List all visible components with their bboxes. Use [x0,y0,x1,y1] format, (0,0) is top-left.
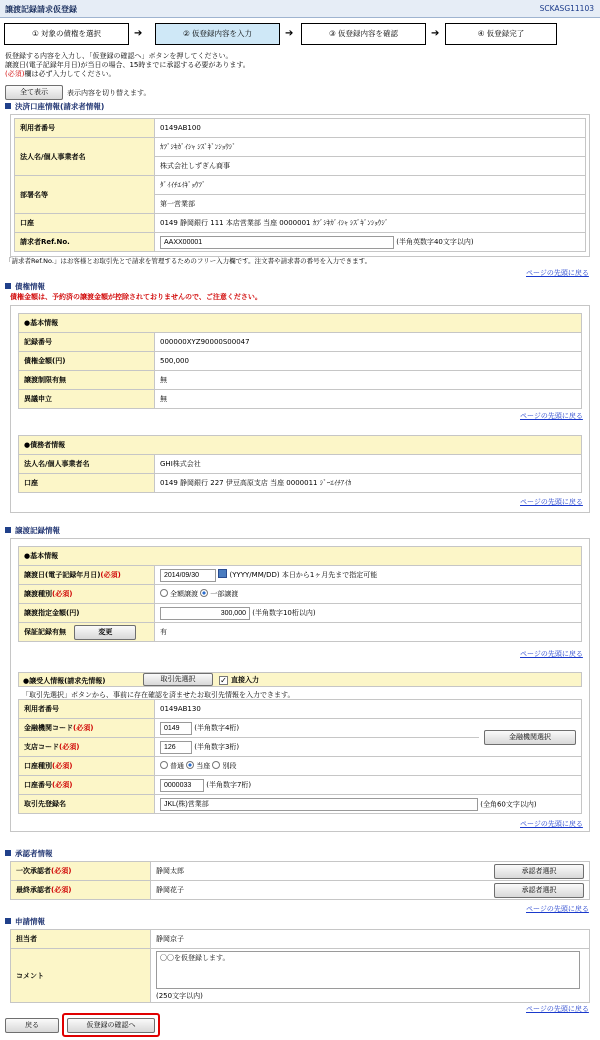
debtor-account-value: 0149 静岡銀行 227 伊豆高原支店 当座 0000011 ｼﾞｰｴｲﾁｱｲｶ [155,474,582,493]
acct-special-label: 別段 [222,762,237,770]
objection-value: 無 [155,390,582,409]
dept-label: 部署名等 [15,176,155,214]
final-approver-label-text: 最終承認者 [16,886,51,894]
receiver-head-row [18,672,582,687]
bank-code-label-text: 金融機関コード [24,724,73,732]
section-approver: 承認者情報 [5,848,53,859]
bank-select-cell [479,719,582,757]
comment-textarea[interactable] [156,951,580,989]
registered-name-input[interactable] [160,798,478,811]
comment-cell [151,949,590,1003]
step-1: ① 対象の債権を選択 [4,23,129,45]
transfer-type-label [19,585,155,604]
dept-kana: ﾀﾞｲｲﾁｴｲｷﾞｮｳﾌﾞ [155,176,586,195]
back-to-top-link[interactable]: ページの先頭に戻る [520,650,583,658]
first-approver-label-text: 一次承認者 [16,867,51,875]
acct-current-radio[interactable] [186,761,194,769]
claim-amount-value: 500,000 [155,352,582,371]
user-no-value: 0149AB100 [155,119,586,138]
transfer-date-hint: (YYYY/MM/DD) 本日から1ヶ月先まで指定可能 [229,570,378,579]
acct-no-cell [155,776,582,795]
required-mark: (必須) [100,571,121,579]
person-value: 静岡京子 [151,930,590,949]
step-2: ② 仮登録内容を入力 [155,23,280,45]
bank-code-hint: (半角数字4桁) [194,723,240,732]
receiver-user-no: 0149AB130 [155,700,582,719]
required-mark: (必須) [5,70,25,78]
first-approver-btn-cell [489,862,590,881]
step-arrow-icon: ➔ [431,28,440,39]
first-approver-value: 静岡太郎 [151,862,490,881]
first-approver-label [11,862,151,881]
back-to-top-link[interactable]: ページの先頭に戻る [526,269,589,277]
transfer-basic-head: ●基本情報 [19,547,582,566]
person-label: 担当者 [11,930,151,949]
full-transfer-radio[interactable] [160,589,168,597]
branch-label [19,738,155,757]
calendar-icon[interactable] [218,569,227,578]
registered-name-hint: (全角60文字以内) [480,800,537,808]
show-all-button[interactable]: 全て表示 [5,85,63,100]
back-to-top-link[interactable]: ページの先頭に戻る [520,498,583,506]
final-approver-select-button[interactable]: 承認者選択 [494,883,584,898]
title-bar [0,0,600,18]
account-label: 口座 [15,214,155,233]
back-to-top-link[interactable]: ページの先頭に戻る [526,905,589,913]
claim-basic-table [18,313,582,409]
direct-input-toggle[interactable] [219,675,259,685]
transfer-type-cell [155,585,582,604]
acct-special-radio[interactable] [212,761,220,769]
acct-current-label: 当座 [196,762,211,770]
objection-label: 異議申立 [19,390,155,409]
restriction-value: 無 [155,371,582,390]
acct-no-input[interactable] [160,779,204,792]
transfer-amount-cell [155,604,582,623]
back-to-top-link[interactable]: ページの先頭に戻る [520,412,583,420]
partial-transfer-label: 一部譲渡 [210,590,239,598]
bank-code-cell [155,719,480,738]
step-4: ④ 仮登録完了 [445,23,557,45]
receiver-note: 「取引先選択」ボタンから、事前に存在確認を済ませたお取引先情報を入力できます。 [22,691,295,699]
approver-table [10,861,590,900]
branch-hint: (半角数字3桁) [194,742,240,751]
intro-line-1: 仮登録する内容を入力し、「仮登録の確認へ」ボタンを押してください。 [5,52,233,60]
transfer-amount-label: 譲渡指定金額(円) [19,604,155,623]
ref-no-note: 「請求者Ref.No.」はお客様とお取引先とで請求を管理するためのフリー入力欄です。注文書や請求書の番号を入力できます。 [5,257,372,265]
guarantee-label: 保証記録有無 [24,627,66,636]
transfer-date-label [19,566,155,585]
step-arrow-icon: ➔ [134,28,143,39]
step-3: ③ 仮登録内容を確認 [301,23,426,45]
section-claim: 債権情報 [5,281,45,292]
guarantee-value: 有 [155,623,582,642]
back-to-top-link[interactable]: ページの先頭に戻る [526,1005,589,1013]
intro-line-2: 譲渡日(電子記録年月日)が当日の場合、15時までに承認する必要があります。 [5,61,250,69]
required-mark: (必須) [51,867,72,875]
back-button[interactable]: 戻る [5,1018,59,1033]
full-transfer-label: 全額譲渡 [170,590,198,598]
transfer-date-label-text: 譲渡日(電子記録年月日) [24,571,101,579]
intro-line-3-text: 欄は必ず入力してください。 [24,70,116,78]
transfer-date-cell [155,566,582,585]
acct-type-label-text: 口座種別 [24,762,52,770]
required-mark: (必須) [52,762,73,770]
bank-select-button[interactable]: 金融機関選択 [484,730,576,745]
receiver-head: ●譲受人情報(請求先情報) [23,677,106,685]
intro-line-3 [5,69,115,79]
debtor-account-label: 口座 [19,474,155,493]
final-approver-label [11,881,151,900]
debtor-name-value: GHI株式会社 [155,455,582,474]
application-table [10,929,590,1003]
required-mark: (必須) [52,781,73,789]
claim-debtor-table [18,435,582,493]
required-mark: (必須) [73,724,94,732]
acct-no-hint: (半角数字7桁) [206,780,252,789]
receiver-user-no-label: 利用者番号 [19,700,155,719]
final-approver-btn-cell [489,881,590,900]
corp-name-label: 法人名/個人事業者名 [15,138,155,176]
required-mark: (必須) [52,590,73,598]
final-approver-value: 静岡花子 [151,881,490,900]
user-no-label: 利用者番号 [15,119,155,138]
claim-basic-head: ●基本情報 [19,314,582,333]
corp-name-kanji: 株式会社しずぎん商事 [155,157,586,176]
registered-name-cell [155,795,582,814]
acct-ordinary-label: 普通 [170,762,184,770]
branch-label-text: 支店コード [24,743,59,751]
acct-type-label [19,757,155,776]
page-title: 譲渡記録請求仮登録 [5,5,77,14]
ref-no-cell [155,233,586,252]
section-payment: 決済口座情報(請求者情報) [5,101,104,112]
claim-warning: 債権金額は、予約済の譲渡金額が控除されておりませんので、ご注意ください。 [10,293,262,301]
section-application: 申請情報 [5,916,45,927]
branch-input[interactable] [160,741,192,754]
step-arrow-icon: ➔ [285,28,294,39]
payment-table [14,118,586,252]
transfer-type-label-text: 譲渡種別 [24,590,52,598]
acct-no-label [19,776,155,795]
required-mark: (必須) [59,743,80,751]
transfer-amount-hint: (半角数字10桁以内) [252,608,316,617]
bank-code-label [19,719,155,738]
comment-label: コメント [11,949,151,1003]
back-to-top-link[interactable]: ページの先頭に戻る [520,820,583,828]
dept-kanji: 第一営業部 [155,195,586,214]
ref-no-label: 請求者Ref.No. [15,233,155,252]
record-no-value: 000000XYZ90000S00047 [155,333,582,352]
account-value: 0149 静岡銀行 111 本店営業部 当座 0000001 ｶﾌﾞｼｷｶﾞｲｼｬ ｼｽﾞｷﾞﾝｼｮｳｼﾞ [155,214,586,233]
ref-no-hint: (半角英数字40文字以内) [396,237,474,246]
transfer-date-input[interactable] [160,569,216,582]
transfer-basic-table [18,546,582,642]
bank-code-input[interactable] [160,722,192,735]
partial-transfer-radio[interactable] [200,589,208,597]
direct-input-checkbox[interactable]: ✓ [220,676,227,685]
branch-cell [155,738,480,757]
required-mark: (必須) [51,886,72,894]
guarantee-label-cell [19,623,155,642]
acct-no-label-text: 口座番号 [24,781,52,789]
acct-type-cell [155,757,582,776]
ref-no-input[interactable] [160,236,394,249]
comment-hint: (250文字以内) [156,991,203,1000]
first-approver-select-button[interactable]: 承認者選択 [494,864,584,879]
receiver-table [18,699,582,814]
debtor-name-label: 法人名/個人事業者名 [19,455,155,474]
section-transfer: 譲渡記録情報 [5,525,60,536]
screen-code: SCKASG11103 [539,4,594,13]
transfer-amount-input[interactable] [160,607,250,620]
acct-ordinary-radio[interactable] [160,761,168,769]
claim-debtor-head: ●債務者情報 [19,436,582,455]
corp-name-kana: ｶﾌﾞｼｷｶﾞｲｼｬ ｼｽﾞｷﾞﾝｼｮｳｼﾞ [155,138,586,157]
confirm-button[interactable]: 仮登録の確認へ [67,1018,155,1033]
direct-input-label: 直接入力 [231,676,259,684]
record-no-label: 記録番号 [19,333,155,352]
select-partner-button[interactable]: 取引先選択 [143,673,213,686]
registered-name-label: 取引先登録名 [19,795,155,814]
toggle-description: 表示内容を切り替えます。 [67,89,151,97]
restriction-label: 譲渡制限有無 [19,371,155,390]
claim-amount-label: 債権金額(円) [19,352,155,371]
guarantee-change-button[interactable]: 変更 [74,625,136,640]
